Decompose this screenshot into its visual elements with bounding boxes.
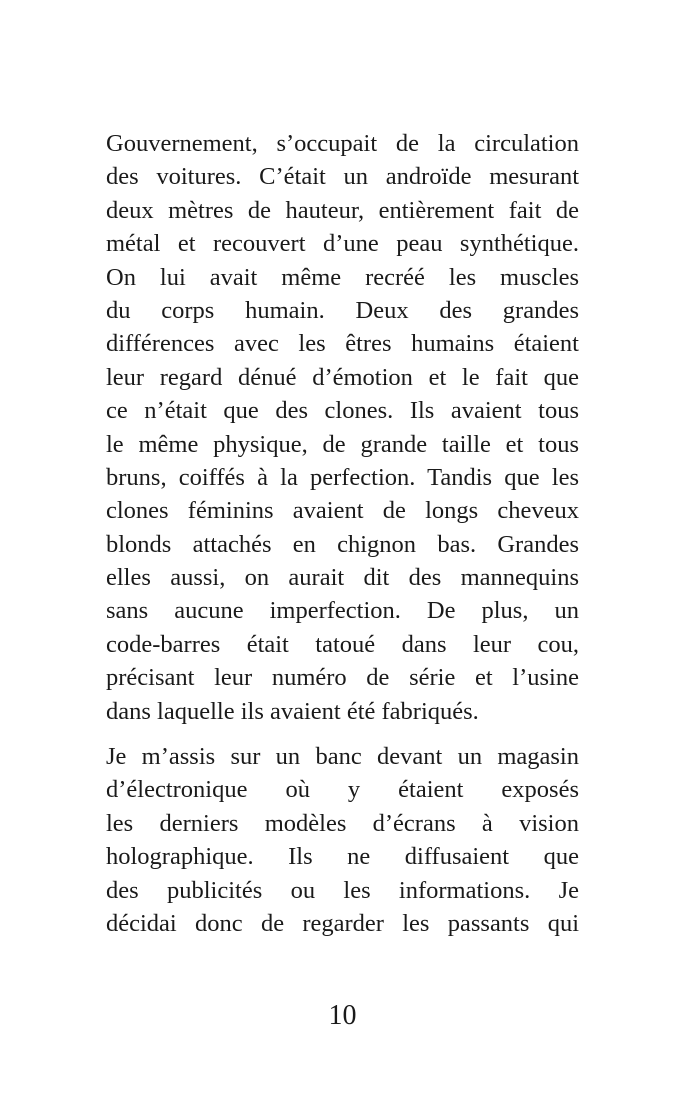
text-line: elles aussi, on aurait dit des mannequins bbox=[106, 564, 579, 592]
text-line: précisant leur numéro de série et l’usine bbox=[106, 664, 579, 692]
paragraph-1 bbox=[106, 127, 579, 728]
text-line: le même physique, de grande taille et tous bbox=[106, 430, 579, 458]
text-line: code-barres était tatoué dans leur cou, bbox=[106, 630, 579, 658]
text-line: holographique. Ils ne diffusaient que bbox=[106, 843, 579, 871]
text-line: sans aucune imperfection. De plus, un bbox=[106, 597, 579, 625]
text-line: des voitures. C’était un androïde mesurant bbox=[106, 163, 579, 191]
text-line: bruns, coiffés à la perfection. Tandis que les bbox=[106, 463, 579, 491]
text-line: leur regard dénué d’émotion et le fait que bbox=[106, 363, 579, 391]
text-line: dans laquelle ils avaient été fabriqués. bbox=[106, 697, 479, 725]
text-line: Gouvernement, s’occupait de la circulation bbox=[106, 130, 579, 157]
text-line: du corps humain. Deux des grandes bbox=[106, 296, 579, 324]
text-line: deux mètres de hauteur, entièrement fait de bbox=[106, 196, 579, 224]
page-number: 10 bbox=[328, 1000, 357, 1031]
text-line: blonds attachés en chignon bas. Grandes bbox=[106, 530, 579, 558]
text-line: d’électronique où y étaient exposés bbox=[106, 776, 579, 804]
text-line: des publicités ou les informations. Je bbox=[106, 876, 579, 904]
text-line: ce n’était que des clones. Ils avaient tous bbox=[106, 397, 579, 425]
text-line: différences avec les êtres humains étaient bbox=[106, 330, 579, 358]
paragraph-2 bbox=[106, 740, 579, 940]
text-line: On lui avait même recréé les muscles bbox=[106, 263, 579, 291]
text-line: clones féminins avaient de longs cheveux bbox=[106, 497, 579, 525]
text-line: les derniers modèles d’écrans à vision bbox=[106, 809, 579, 837]
text-line: décidai donc de regarder les passants qui bbox=[106, 909, 579, 937]
text-line: Je m’assis sur un banc devant un magasin bbox=[106, 743, 579, 770]
text-line: métal et recouvert d’une peau synthétique. bbox=[106, 230, 579, 258]
